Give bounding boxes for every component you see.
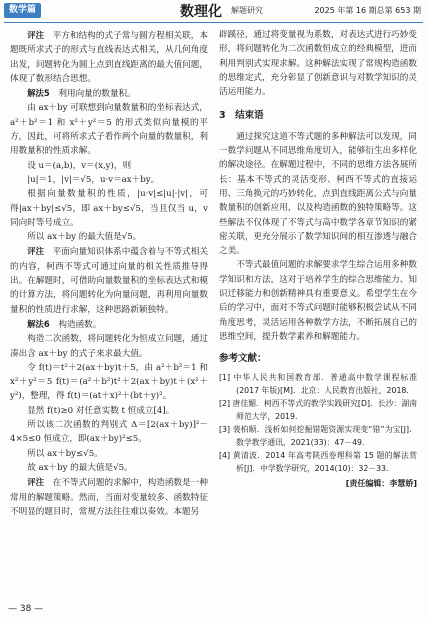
paragraph: [10, 404, 208, 418]
paragraph: [10, 461, 208, 475]
paragraph: [10, 173, 208, 187]
paragraph-lead: 评注: [27, 477, 45, 488]
paragraph-text: 构造二次函数，将问题转化为恒成立问题，通过凑出含 ax＋by 的式子来求最大值。: [10, 334, 208, 359]
paragraph: [10, 244, 208, 316]
journal-subject: 数理化: [180, 4, 222, 20]
issue-info: 2025 年第 16 期总第 653 期: [314, 6, 421, 15]
paragraph-lead: 评注: [27, 246, 45, 257]
paragraph-text: 平方和结构的式子常与圆方程相关联，本题既所求式子的形式与直线表达式相关，从几何角度出发，问题转化为圆上点到直线距离的最大值问题，体现了数形结合思想。: [10, 31, 208, 84]
paragraph-lead: 解法6: [27, 318, 50, 329]
paragraph: [10, 187, 208, 230]
paragraph-text: 故 ax＋by 的最大值是√5。: [27, 462, 133, 473]
header-divider: [4, 22, 423, 23]
reference-item: [2] 唐佳媚．柯西不等式的教学实践研究[D]．长沙：湖南师范大学，2019.: [219, 398, 417, 421]
paragraph-text: 显然 f(t)≥0 对任意实数 t 恒成立[4]。: [27, 405, 175, 416]
paragraph: [219, 130, 417, 259]
section-heading: 3 结束语: [219, 110, 264, 122]
paragraph-text: 辟蹊径，通过将变量视为系数，对表达式进行巧妙变形，将问题转化为二次函数恒成立的经典模型，进而利用判别式实现求解。这种解法实现了常规构造函数的思维定式，充分彰显了创新意识与对数学知识的灵活运用能力。: [219, 30, 417, 98]
reference-item: [3] 裴柏顺．浅析如何挖掘错题资源实现变“错”为宝[J]．数学教学通讯，2021(33)：47－49.: [219, 424, 417, 447]
paragraph: [10, 418, 208, 447]
paragraph: [10, 230, 208, 244]
section-badge: 数学篇: [4, 3, 41, 18]
column-name: 解题研究: [231, 6, 263, 15]
paragraph-text: 不等式最值问题的求解要求学生综合运用多种数学知识和方法，这对于培养学生的综合思维能力、知识迁移能力和创新精神具有重要意义。希望学生在今后的学习中，面对不等式问题时能够积极尝试从不同角度思考，灵活运用各种数学方法，不断拓展自己的思维空间，提升数学素养和解题能力。: [219, 260, 417, 342]
paragraph-text: 所以 ax＋by≤√5。: [27, 448, 103, 459]
page-header: [0, 0, 427, 22]
paragraph: [10, 332, 208, 361]
paragraph-text: 所以 ax＋by 的最大值是√5。: [27, 232, 142, 243]
paragraph-text: 令 f(t)＝t²＋2(ax＋by)t＋5，由 a²＋b²＝1 和 x²＋y²＝5 f(t)＝(a²＋b²)t²＋2(ax＋by)t＋(x²＋y²)，整理，得 f(t)＝(at＋x)²＋(bt＋y)²。: [10, 362, 208, 402]
paragraph-lead: 评注: [27, 30, 45, 40]
paragraph: [10, 28, 208, 86]
paragraph-text: 设 u＝(a,b)，v＝(x,y)，则: [27, 160, 132, 171]
paragraph: [10, 447, 208, 461]
page-number: — 38 —: [8, 604, 44, 614]
paragraph-text: 平面向量知识体系中蕴含着与不等式相关的内容，柯西不等式可通过向量的相关性质推导得出。在解题时，可借助向量数量积的坐标表达式和模的计算方法，将问题转化为向量问题，再利用向量数量积的性质进行求解，这种思路新颖独特。: [10, 247, 208, 315]
paragraph-lead: 解法5: [27, 88, 50, 99]
paragraph-text: 利用向量的数量积。: [58, 89, 136, 100]
references-heading: 参考文献：: [219, 353, 267, 365]
editor-credit: [责任编辑：李慧娇]: [345, 478, 417, 488]
paragraph-text: 通过探究这道不等式题的多种解法可以发现，同一数学问题从不同思维角度切入，能够衍生出多样化的解决途径。在解题过程中，不同的思维方法各展所长：基本不等式的灵活变形、柯西不等式的直接运用、三角换元的巧妙转化，点到直线距离公式与向量数量积的创新应用，以及构造函数的独特策略等。这些解法不仅体现了不等式与高中数学各章节知识的紧密关联，更充分展示了数学知识间的相互渗透与融合之美。: [219, 131, 417, 257]
paragraph: [219, 28, 417, 99]
paragraph-text: 构造函数。: [58, 319, 102, 330]
paragraph-text: 根据向量数量积的性质，|u·v|≤|u|·|v|，可得|ax＋by|≤√5，即 ax＋by≤√5，当且仅当 u，v 同向时等号成立。: [10, 189, 208, 228]
paragraph-text: |u|＝1，|v|＝√5，u·v＝ax＋by。: [27, 174, 160, 185]
paragraph: [10, 317, 208, 332]
paragraph: [219, 258, 417, 344]
reference-item: [1] 中华人民共和国教育部．普通高中数学课程标准(2017 年版)[M]．北京：人民教育出版社，2018.: [219, 372, 417, 395]
paragraph: [10, 101, 208, 158]
right-column: [219, 28, 417, 491]
paragraph: [10, 475, 208, 519]
left-column: [10, 28, 208, 519]
paragraph: [10, 361, 208, 404]
paragraph-text: 在不等式问题的求解中，构造函数是一种常用的解题策略。然而，当面对变量较多、函数特征不明显的题目时，常规方法往往难以奏效。本题另: [10, 478, 208, 517]
paragraph: [10, 86, 208, 101]
paragraph-text: 由 ax＋by 可联想到向量数量积的坐标表达式，a²＋b²＝1 和 x²＋y²＝5 的形式类似向量模的平方，因此，可将所求式子看作两个向量的数量积，利用数量积的性质求解。: [10, 103, 208, 157]
paragraph-text: 所以该二次函数的判别式 Δ＝[2(ax＋by)]²－4×5≤0 恒成立，即(ax＋by)²≤5。: [10, 420, 208, 445]
paragraph: [10, 159, 208, 173]
reference-item: [4] 黄清波．2014 年高考陕西卷理科第 15 题的解法赏析[J]．中学数学研究，2014(10)：32－33.: [219, 450, 417, 473]
